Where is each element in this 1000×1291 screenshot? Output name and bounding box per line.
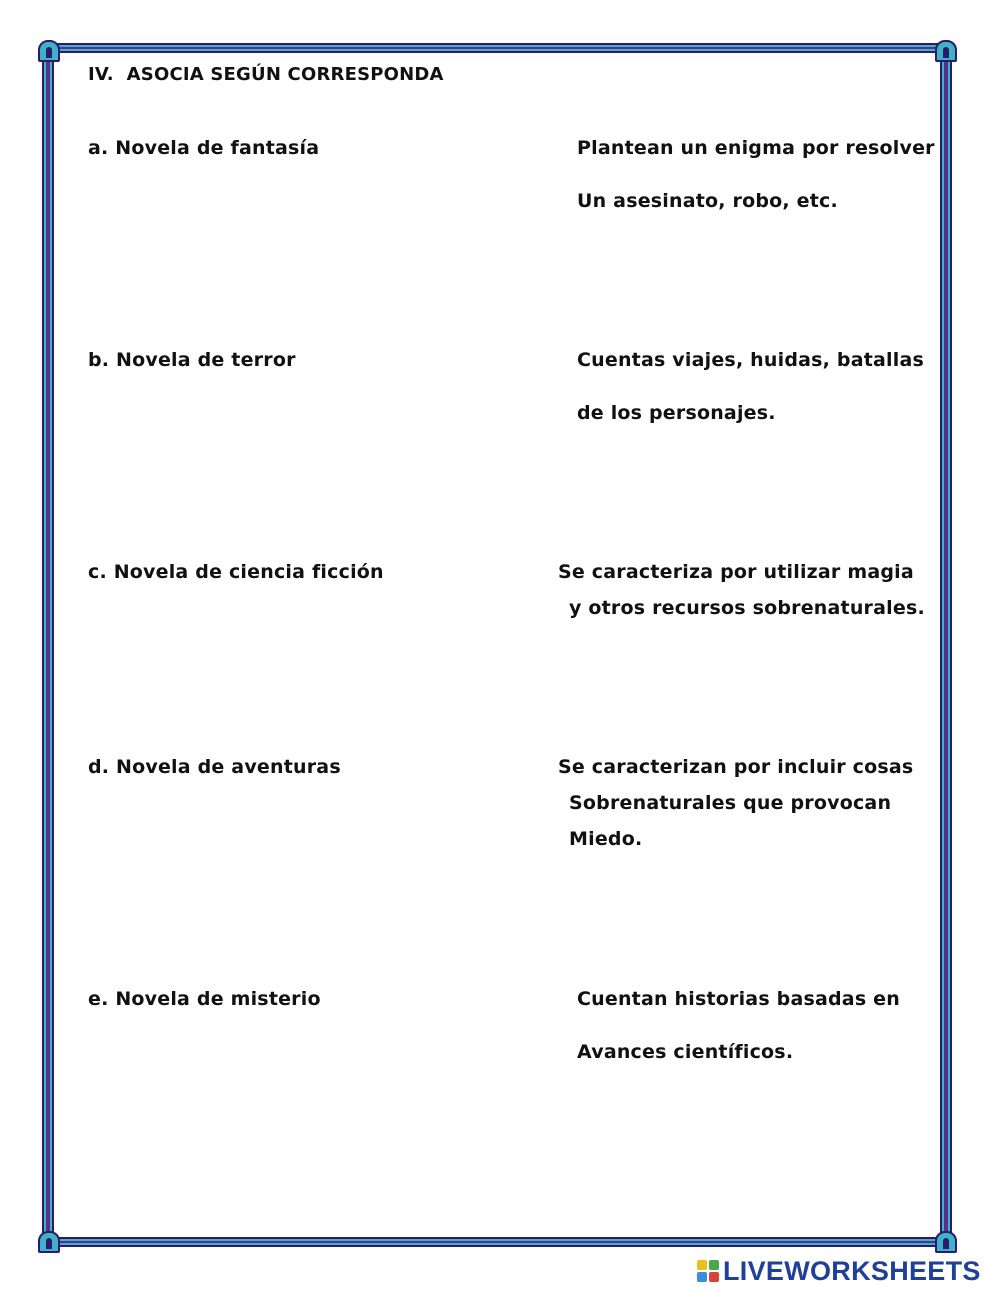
right-item-5-line-2: Avances científicos. (577, 1041, 794, 1063)
liveworksheets-brand: LIVEWORKSHEETS (723, 1255, 981, 1286)
frame-bottom-border (48, 1237, 954, 1247)
right-item-1-line-2: Un asesinato, robo, etc. (577, 190, 838, 212)
right-item-4-line-1: Se caracterizan por incluir cosas (558, 756, 914, 778)
liveworksheets-logo[interactable] (697, 1255, 981, 1287)
corner-ornament-icon (38, 1231, 60, 1253)
frame-top-border (48, 43, 954, 53)
right-item-2-line-2: de los personajes. (577, 402, 776, 424)
right-item-3-line-2: y otros recursos sobrenaturales. (569, 597, 925, 619)
left-item-a: a. Novela de fantasía (88, 137, 320, 159)
frame-left-border (42, 48, 54, 1248)
left-item-e: e. Novela de misterio (88, 988, 321, 1010)
worksheet-title: IV. ASOCIA SEGÚN CORRESPONDA (88, 64, 444, 85)
corner-ornament-icon (935, 1231, 957, 1253)
right-item-2-line-1: Cuentas viajes, huidas, batallas (577, 349, 924, 371)
right-item-5-line-1: Cuentan historias basadas en (577, 988, 900, 1010)
corner-ornament-icon (38, 40, 60, 62)
right-item-4-line-3: Miedo. (569, 828, 643, 850)
corner-ornament-icon (935, 40, 957, 62)
right-item-3-line-1: Se caracteriza por utilizar magia (558, 561, 914, 583)
left-item-c: c. Novela de ciencia ficción (88, 561, 384, 583)
frame-right-border (940, 48, 952, 1248)
right-item-4-line-2: Sobrenaturales que provocan (569, 792, 892, 814)
right-item-1-line-1: Plantean un enigma por resolver (577, 137, 935, 159)
left-item-d: d. Novela de aventuras (88, 756, 341, 778)
liveworksheets-logo-icon (697, 1260, 719, 1282)
left-item-b: b. Novela de terror (88, 349, 296, 371)
